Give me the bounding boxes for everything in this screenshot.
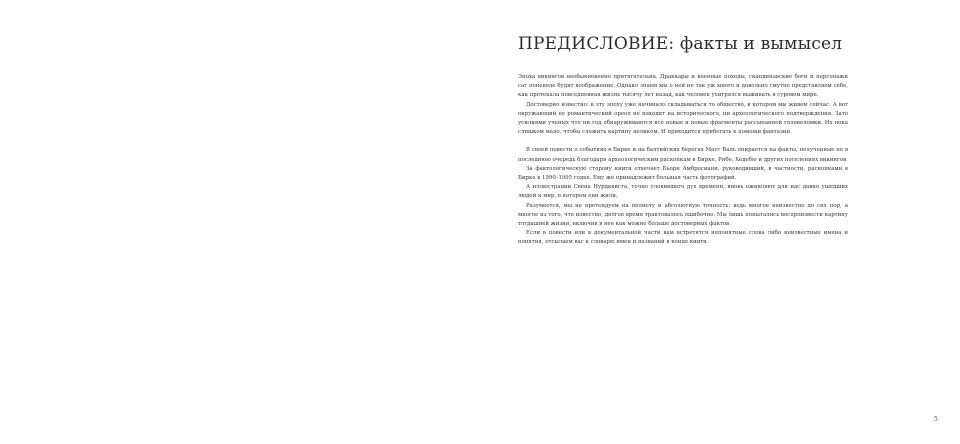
paragraph: За фактологическую сторону книги отвечает Бьорн Амбросиани, руководивший, в частности, раскопками в Бирке в 1990–1995 годах. Ему же принадлежит большая часть фотографий. (518, 165, 848, 182)
paragraph: А иллюстрации Свена Нурдквиста, точно уловившего дух времени, вновь оживляют для нас давно ушедших людей и мир, в котором они жили. (518, 184, 848, 200)
body-text (518, 73, 848, 248)
paragraph: Достоверно известно: в эту эпоху уже начинало складываться то общество, в котором мы живем сейчас. А вот окружающий ее романтический ореол не находит на исторического, ни археологического подтверждения. Зато усилиями ученых что ни год обнаруживаются все новые и новые фрагменты рассыпанной головоломки. Их пока слишком мало, чтобы сложить картину целиком. И приходится прибегать к помощи фантазии. (518, 101, 848, 136)
section-gap (518, 137, 848, 146)
right-page (480, 0, 960, 444)
page-title: ПРЕДИСЛОВИЕ: факты и вымысел (518, 34, 843, 54)
paragraph: Эпоха викингов необыкновенно притягательна. Драккары и военные походы, скандинавские боги и персонажи саг поневоле будят воображение. Однако знаем мы о ней не так уж много и довольно смутно представляем себе, как протекала повседневная жизнь тысячу лет назад, как человек ухитрялся выживать в суровом мире. (518, 74, 848, 99)
paragraph: Разумеется, мы не претендуем на полноту и абсолютную точность: ведь многое неизвестно до сих пор, а многое из того, что известно, долгое время трактовалось ошибочно. Мы лишь попытались воспроизвести картину тогдашней жизни, включив в нее как можно больше достоверных фактов. (518, 202, 848, 228)
page-number: 5 (934, 416, 938, 423)
paragraph: В своей повести о событиях в Бирке и на балтийских берегах Матс Валь опирается на факты, полученные не в последнюю очередь благодаря археологическим раскопкам в Бирке, Рибе, Хедебю и других поселениях викингов. (518, 147, 848, 163)
paragraph: Если в повести или в документальной части вам встретятся непонятные слова либо неизвестные имена и понятия, отсылаем вас к словарю имен и названий в конце книги. (518, 230, 848, 246)
